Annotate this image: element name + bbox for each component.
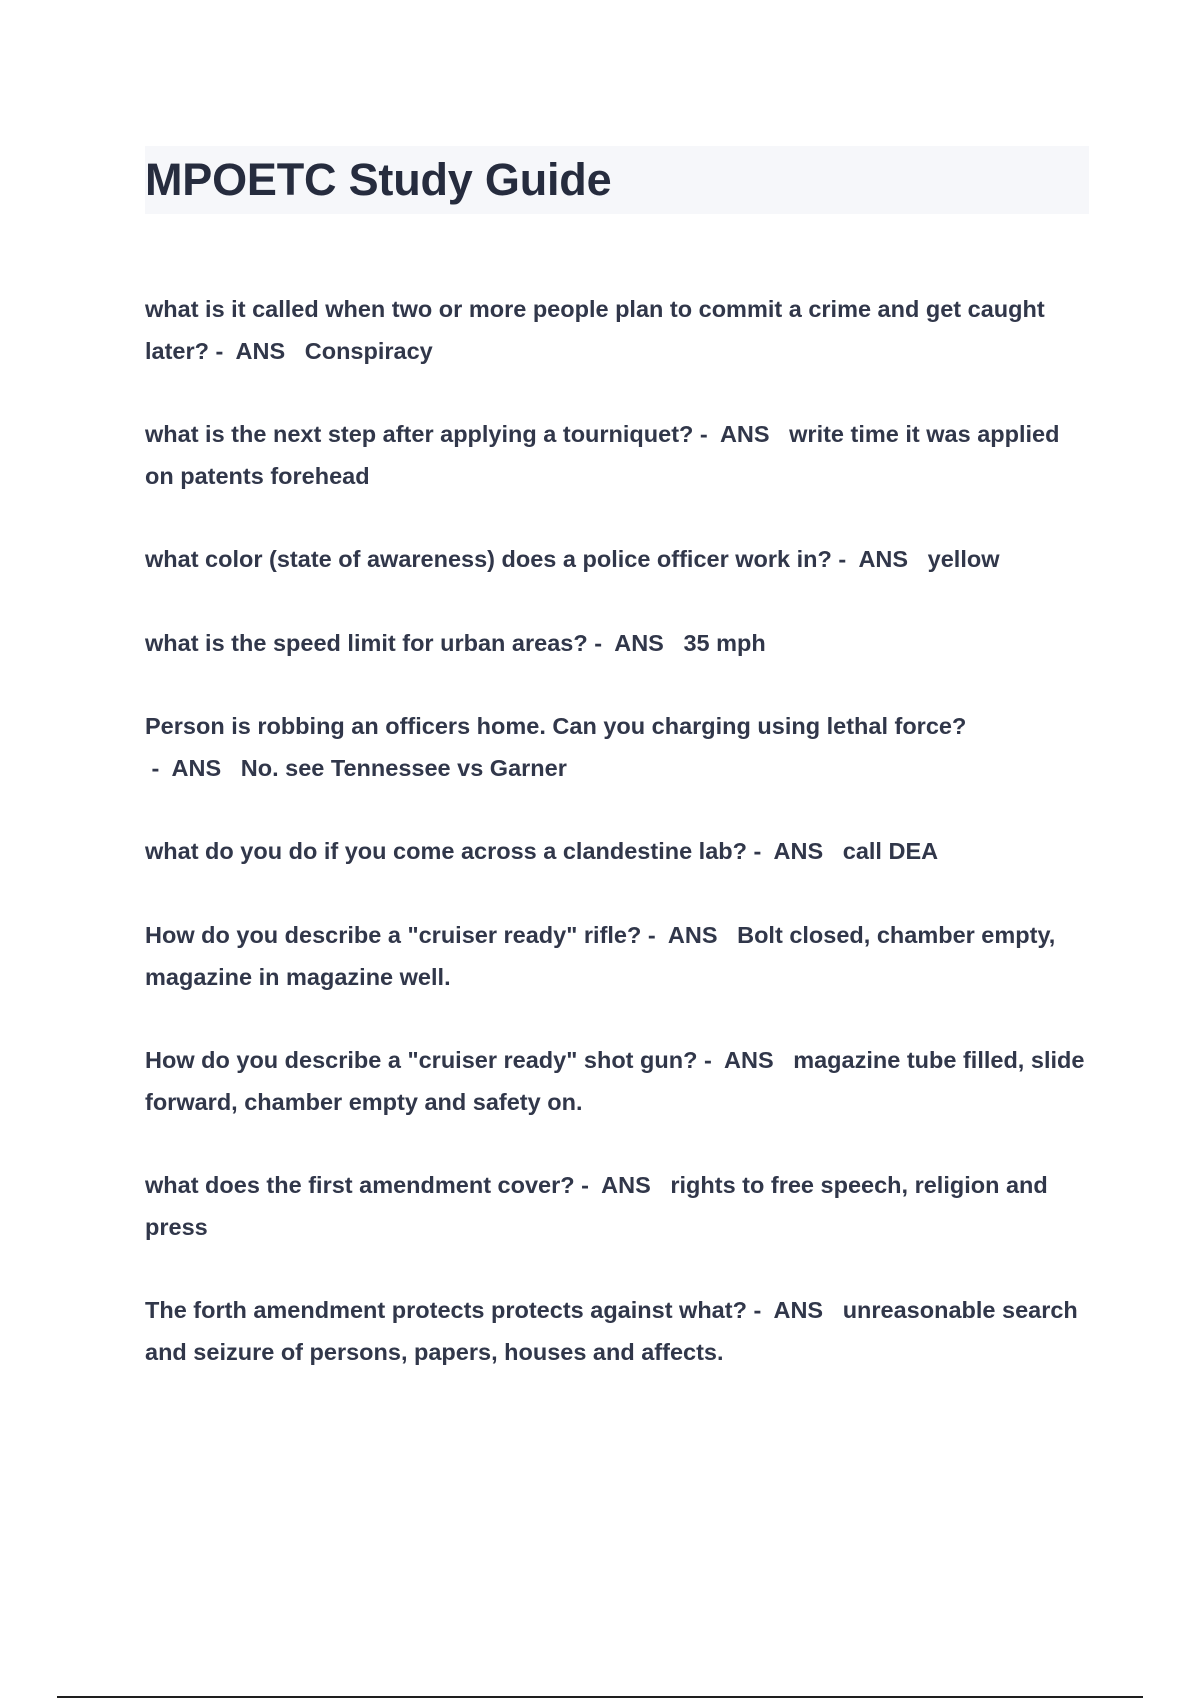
answer-text: unreasonable search and seizure of persons, papers, houses and affects. — [145, 1297, 1078, 1365]
answer-separator: - ANS — [145, 755, 241, 781]
footer-rule — [57, 1696, 1143, 1698]
question-text: The forth amendment protects protects against what? — [145, 1297, 747, 1323]
question-text: what does the first amendment cover? — [145, 1172, 575, 1198]
answer-text: write time it was applied on patents forehead — [145, 421, 1060, 489]
qa-item — [145, 705, 1089, 789]
answer-separator: - ANS — [587, 630, 684, 656]
question-text: How do you describe a "cruiser ready" rifle? — [145, 922, 642, 948]
answer-text: call DEA — [842, 838, 939, 864]
answer-text: 35 mph — [683, 630, 766, 656]
qa-item — [145, 622, 1089, 664]
qa-item — [145, 538, 1089, 580]
answer-separator: - ANS — [831, 546, 928, 572]
answer-separator: - ANS — [574, 1172, 671, 1198]
question-text: what do you do if you come across a clandestine lab? — [145, 838, 747, 864]
qa-item — [145, 1039, 1089, 1123]
qa-item — [145, 1289, 1089, 1373]
answer-separator: - ANS — [697, 1047, 794, 1073]
question-text: Person is robbing an officers home. Can you charging using lethal force? — [145, 713, 967, 739]
question-text: what is the speed limit for urban areas? — [145, 630, 588, 656]
question-text: what color (state of awareness) does a police officer work in? — [145, 546, 832, 572]
answer-text: Bolt closed, chamber empty, magazine in magazine well. — [145, 922, 1056, 990]
answer-separator: - ANS — [209, 338, 305, 364]
qa-item — [145, 413, 1089, 497]
answer-text: magazine tube filled, slide forward, chamber empty and safety on. — [145, 1047, 1085, 1115]
answer-text: No. see Tennessee vs Garner — [240, 755, 567, 781]
qa-item — [145, 1164, 1089, 1248]
qa-item — [145, 914, 1089, 998]
question-text: what is it called when two or more people plan to commit a crime and get caught later? — [145, 296, 1045, 364]
question-text: How do you describe a "cruiser ready" shot gun? — [145, 1047, 698, 1073]
answer-separator: - ANS — [746, 1297, 843, 1323]
title-band — [145, 146, 1089, 214]
answer-separator: - ANS — [641, 922, 738, 948]
qa-item — [145, 288, 1089, 372]
answer-separator: - ANS — [747, 838, 843, 864]
answer-separator: - ANS — [693, 421, 790, 447]
question-text: what is the next step after applying a tourniquet? — [145, 421, 694, 447]
answer-text: yellow — [927, 546, 1000, 572]
qa-item — [145, 830, 1089, 872]
answer-text: rights to free speech, religion and press — [145, 1172, 1048, 1240]
answer-text: Conspiracy — [304, 338, 433, 364]
document-title: MPOETC Study Guide — [145, 154, 612, 205]
